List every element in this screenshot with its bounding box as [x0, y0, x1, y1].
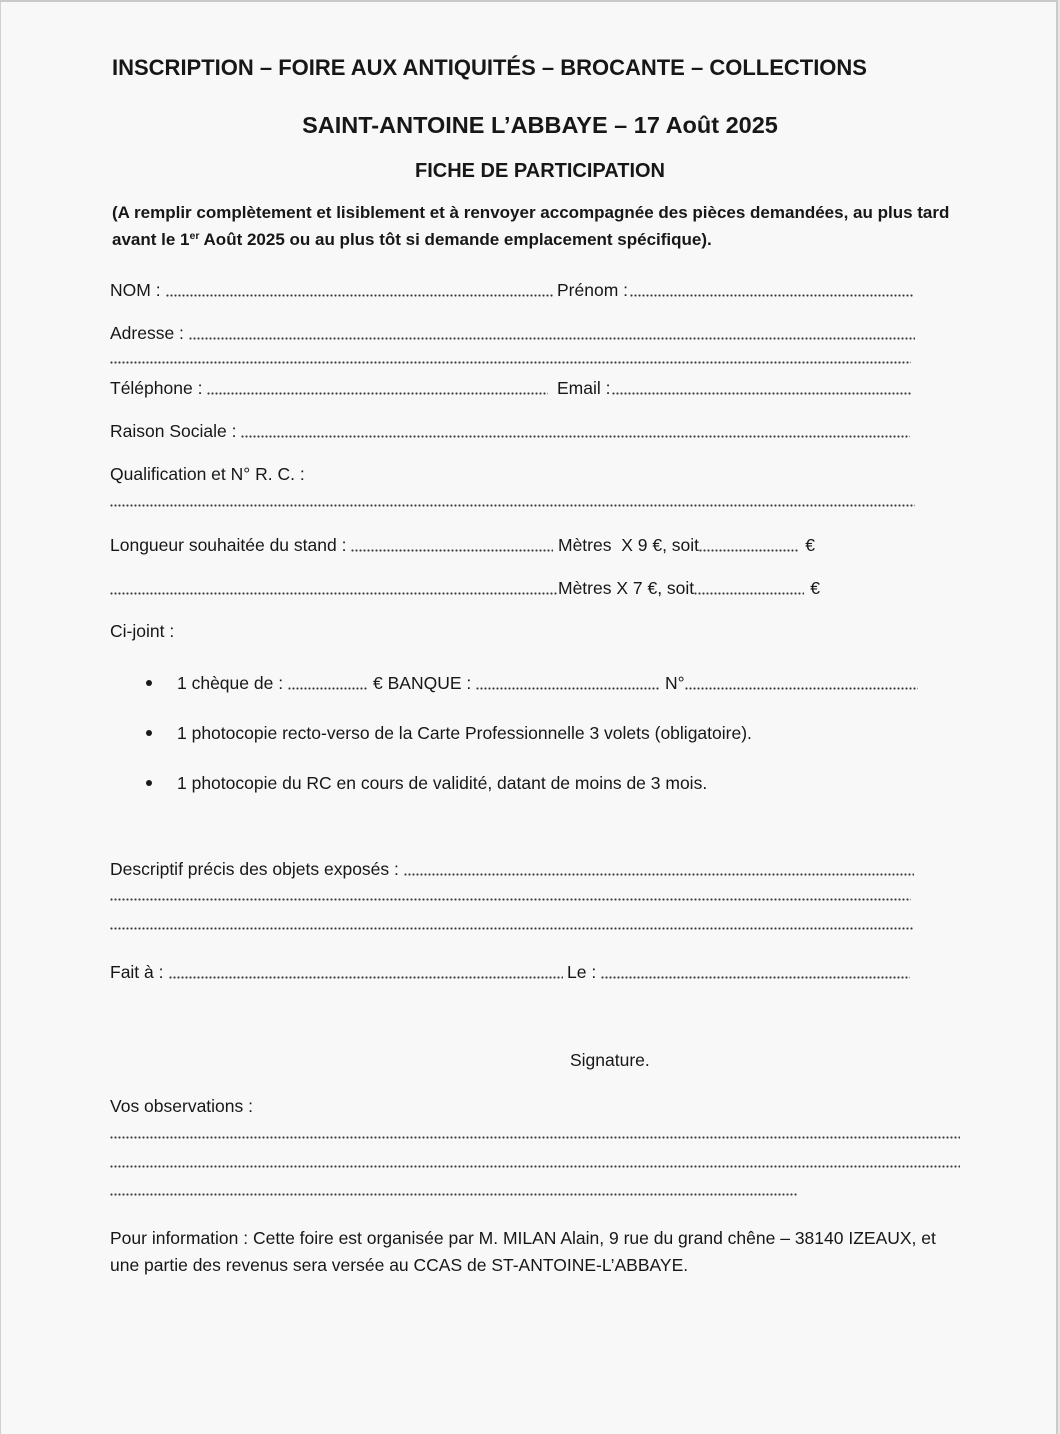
- fill-line: [110, 1149, 960, 1173]
- fill-line: [207, 376, 548, 400]
- fill-line: [601, 960, 910, 984]
- label-raison-sociale: Raison Sociale :: [110, 421, 237, 441]
- label-qualification: Qualification et N° R. C. :: [110, 464, 305, 484]
- field-descriptif: [110, 857, 914, 881]
- field-observations: [110, 1120, 960, 1144]
- field-banque: [373, 671, 660, 695]
- label-numero: N°: [665, 673, 685, 693]
- fill-line: [110, 345, 911, 369]
- label-le: Le :: [567, 962, 597, 982]
- instructions-text-start: avant le 1: [112, 230, 190, 249]
- row-telephone-email: [110, 376, 912, 400]
- fill-line: [169, 960, 564, 984]
- list-item-cheque: [177, 671, 918, 695]
- fill-line: [110, 911, 913, 935]
- field-telephone: [110, 376, 548, 400]
- fill-line: [476, 671, 660, 695]
- instructions-line-1: (A remplir complètement et lisiblement et à renvoyer accompagnée des pièces demandées, au plus tard: [112, 203, 950, 222]
- fill-line: [110, 882, 911, 906]
- label-observations: Vos observations :: [110, 1096, 253, 1116]
- row-longueur-7: [110, 576, 820, 600]
- bullet-icon: [146, 680, 152, 686]
- field-prenom: [557, 278, 913, 302]
- fill-line: [685, 671, 918, 695]
- field-longueur-7: [110, 576, 557, 600]
- label-ci-joint: Ci-joint :: [110, 621, 175, 641]
- field-descriptif-continued: [110, 882, 911, 906]
- fill-line: [630, 278, 913, 302]
- field-observations: [110, 1149, 960, 1173]
- field-email: [557, 376, 912, 400]
- signature-label: Signature.: [570, 1050, 650, 1070]
- field-qualification: [110, 488, 915, 512]
- label-adresse: Adresse :: [110, 323, 184, 343]
- form-title: FICHE DE PARTICIPATION: [415, 160, 665, 182]
- ordinal-superscript: er: [189, 230, 200, 242]
- fill-line: [110, 1120, 960, 1144]
- bullet-icon: [146, 780, 152, 786]
- label-banque: € BANQUE :: [373, 673, 472, 693]
- fill-line: [110, 1177, 797, 1201]
- fill-line: [351, 533, 553, 557]
- label-telephone: Téléphone :: [110, 378, 203, 398]
- row-nom-prenom: [110, 278, 913, 302]
- field-adresse-continued: [110, 345, 911, 369]
- instructions-line-2: [112, 228, 712, 252]
- field-cheque-montant: [177, 671, 368, 695]
- label-cheque: 1 chèque de :: [177, 673, 284, 693]
- label-nom: NOM :: [110, 280, 161, 300]
- bullet-icon: [146, 730, 152, 736]
- label-fait-a: Fait à :: [110, 962, 164, 982]
- event-subtitle: SAINT-ANTOINE L’ABBAYE – 17 Août 2025: [302, 112, 778, 138]
- fill-line: [288, 671, 368, 695]
- field-descriptif-continued: [110, 911, 913, 935]
- fill-line: [241, 419, 910, 443]
- footer-info-line-1: Pour information : Cette foire est organisée par M. MILAN Alain, 9 rue du grand chêne – 38140 IZEAUX, et: [110, 1228, 936, 1248]
- fill-line: [612, 376, 912, 400]
- label-longueur: Longueur souhaitée du stand :: [110, 535, 347, 555]
- field-nom: [110, 278, 553, 302]
- row-longueur-9: [110, 533, 815, 557]
- field-fait-a: [110, 960, 563, 984]
- field-cheque-numero: [665, 671, 918, 695]
- field-raison-sociale: [110, 419, 910, 443]
- field-metres-9: [558, 533, 815, 557]
- euro-symbol: €: [810, 578, 820, 598]
- fill-line: [694, 576, 804, 600]
- footer-info-line-2: une partie des revenus sera versée au CCAS de ST-ANTOINE-L’ABBAYE.: [110, 1255, 689, 1275]
- list-item-rc: 1 photocopie du RC en cours de validité, datant de moins de 3 mois.: [177, 773, 708, 793]
- fill-line: [189, 321, 915, 345]
- field-metres-7: [558, 576, 820, 600]
- label-metres-9: Mètres X 9 €, soit: [558, 535, 700, 555]
- fill-line: [166, 278, 553, 302]
- euro-symbol: €: [805, 535, 815, 555]
- list-item-carte-pro: 1 photocopie recto-verso de la Carte Professionnelle 3 volets (obligatoire).: [177, 723, 752, 743]
- fill-line: [699, 533, 799, 557]
- label-prenom: Prénom :: [557, 280, 628, 300]
- fill-line: [404, 857, 914, 881]
- label-email: Email :: [557, 378, 611, 398]
- fill-line: [110, 576, 557, 600]
- label-descriptif: Descriptif précis des objets exposés :: [110, 859, 399, 879]
- page-title: INSCRIPTION – FOIRE AUX ANTIQUITÉS – BROCANTE – COLLECTIONS: [112, 55, 867, 80]
- field-adresse: [110, 321, 915, 345]
- label-metres-7: Mètres X 7 €, soit: [558, 578, 695, 598]
- row-fait-le: [110, 960, 910, 984]
- field-date: [567, 960, 910, 984]
- fill-line: [110, 488, 915, 512]
- field-longueur: [110, 533, 553, 557]
- field-observations: [110, 1177, 797, 1201]
- instructions-text-end: Août 2025 ou au plus tôt si demande emplacement spécifique).: [199, 230, 712, 249]
